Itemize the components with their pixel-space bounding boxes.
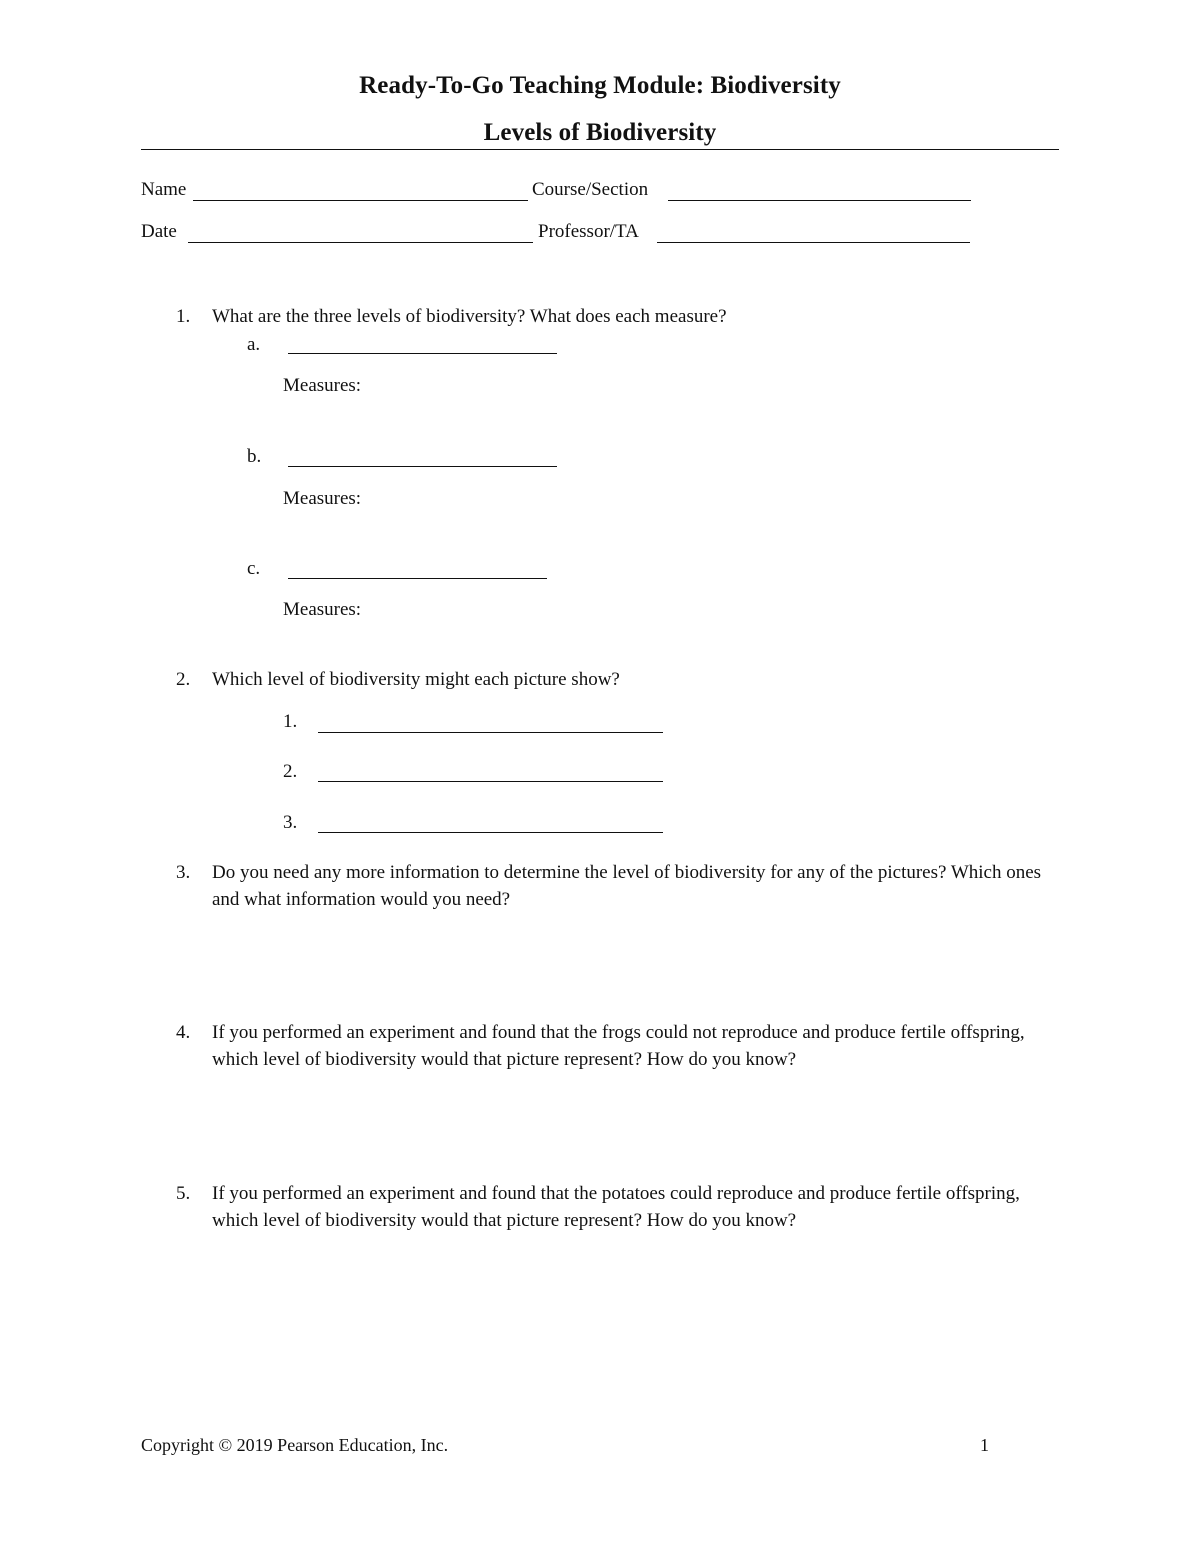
answer-blank-2-2[interactable] (318, 781, 663, 782)
answer-blank-2-3[interactable] (318, 832, 663, 833)
part-letter: c. (247, 558, 261, 579)
measures-label: Measures: (283, 488, 362, 509)
question-1-text: What are the three levels of biodiversity? What does each measure? (212, 306, 727, 327)
picture-number: 2. (283, 761, 298, 782)
course-section-field[interactable] (668, 200, 971, 201)
date-label: Date (141, 221, 177, 242)
question-5-text: If you performed an experiment and found that the potatoes could reproduce and produce fertile offspring, which level of biodiversity would that picture represent? How do you know? (212, 1183, 1020, 1231)
answer-blank-1a[interactable] (288, 353, 557, 354)
question-3-text: Do you need any more information to determine the level of biodiversity for any of the pictures? Which ones and what information would you need? (212, 862, 1042, 910)
answer-blank-2-1[interactable] (318, 732, 663, 733)
professor-ta-label: Professor/TA (538, 221, 639, 242)
picture-number: 1. (283, 711, 298, 732)
measures-label: Measures: (283, 599, 362, 620)
question-number: 2. (176, 669, 191, 690)
document-subtitle: Levels of Biodiversity (483, 119, 717, 146)
picture-number: 3. (283, 812, 298, 833)
measures-label: Measures: (283, 375, 362, 396)
date-field[interactable] (188, 242, 533, 243)
document-title: Ready-To-Go Teaching Module: Biodiversity (359, 72, 841, 99)
question-number: 4. (176, 1022, 191, 1043)
page-number: 1 (980, 1435, 989, 1455)
answer-blank-1b[interactable] (288, 466, 557, 467)
question-4-text: If you performed an experiment and found that the frogs could not reproduce and produce fertile offspring, which level of biodiversity would that picture represent? How do you know? (212, 1022, 1025, 1070)
question-2-text: Which level of biodiversity might each picture show? (212, 669, 620, 690)
question-number: 3. (176, 862, 191, 883)
course-section-label: Course/Section (532, 179, 649, 200)
name-field[interactable] (193, 200, 528, 201)
question-number: 5. (176, 1183, 191, 1204)
part-letter: a. (247, 334, 261, 355)
part-letter: b. (247, 446, 262, 467)
question-number: 1. (176, 306, 191, 327)
copyright-notice: Copyright © 2019 Pearson Education, Inc. (141, 1435, 449, 1455)
title-divider (141, 149, 1059, 150)
answer-blank-1c[interactable] (288, 578, 547, 579)
name-label: Name (141, 179, 187, 200)
professor-ta-field[interactable] (657, 242, 970, 243)
